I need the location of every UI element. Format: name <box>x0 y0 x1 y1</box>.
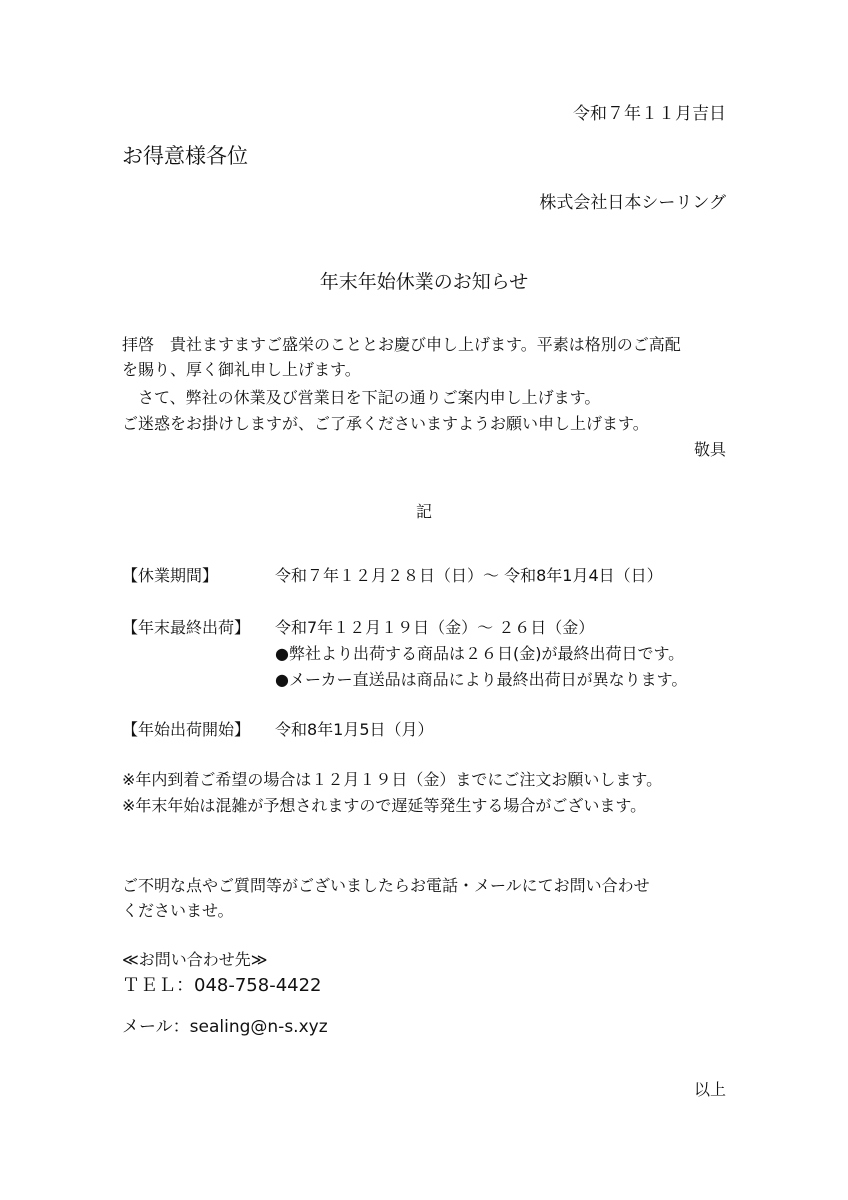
inquiry-message: ご不明な点やご質問等がございましたらお電話・メールにてお問い合わせ <box>122 876 650 895</box>
inquiry-heading: ≪お問い合わせ先≫ <box>122 950 268 969</box>
inquiry-message: くださいませ。 <box>122 901 234 920</box>
detail-label: 【年末最終出荷】 <box>122 618 251 637</box>
detail-value: 令和７年１２月２８日（日）～ 令和8年1月4日（日） <box>275 566 663 585</box>
detail-label: 【休業期間】 <box>122 566 219 585</box>
remark-line: ※年末年始は混雑が予想されますので遅延等発生する場合がございます。 <box>122 796 647 815</box>
body-line: を賜り、厚く御礼申し上げます。 <box>122 360 361 379</box>
body-line: ご迷惑をお掛けしますが、ご了承くださいますようお願い申し上げます。 <box>122 414 649 433</box>
detail-label: 【年始出荷開始】 <box>122 720 251 739</box>
issue-date: 令和７年１１月吉日 <box>573 104 726 124</box>
inquiry-email: メール：sealing@n-s.xyz <box>122 1017 328 1037</box>
body-line: さて、弊社の休業及び営業日を下記の通りご案内申し上げます。 <box>122 388 601 407</box>
body-line: 拝啓 貴社ますますご盛栄のこととお慶び申し上げます。平素は格別のご高配 <box>122 335 681 354</box>
page-title: 年末年始休業のお知らせ <box>319 271 529 293</box>
addressee: お得意様各位 <box>122 144 248 168</box>
detail-value: 令和8年1月5日（月） <box>275 720 434 739</box>
detail-note: ●メーカー直送品は商品により最終出荷日が異なります。 <box>275 670 688 689</box>
keigu: 敬具 <box>693 440 726 459</box>
sender-company: 株式会社日本シーリング <box>539 193 726 213</box>
ki-heading: 記 <box>415 502 432 521</box>
inquiry-tel: ＴＥＬ：048-758-4422 <box>122 975 322 996</box>
remark-line: ※年内到着ご希望の場合は１２月１９日（金）までにご注文お願いします。 <box>122 770 663 789</box>
closing-ijou: 以上 <box>693 1080 726 1099</box>
detail-value: 令和7年１２月１９日（金）～ ２６日（金） <box>275 618 595 637</box>
detail-note: ●弊社より出荷する商品は２６日(金)が最終出荷日です。 <box>275 644 685 663</box>
